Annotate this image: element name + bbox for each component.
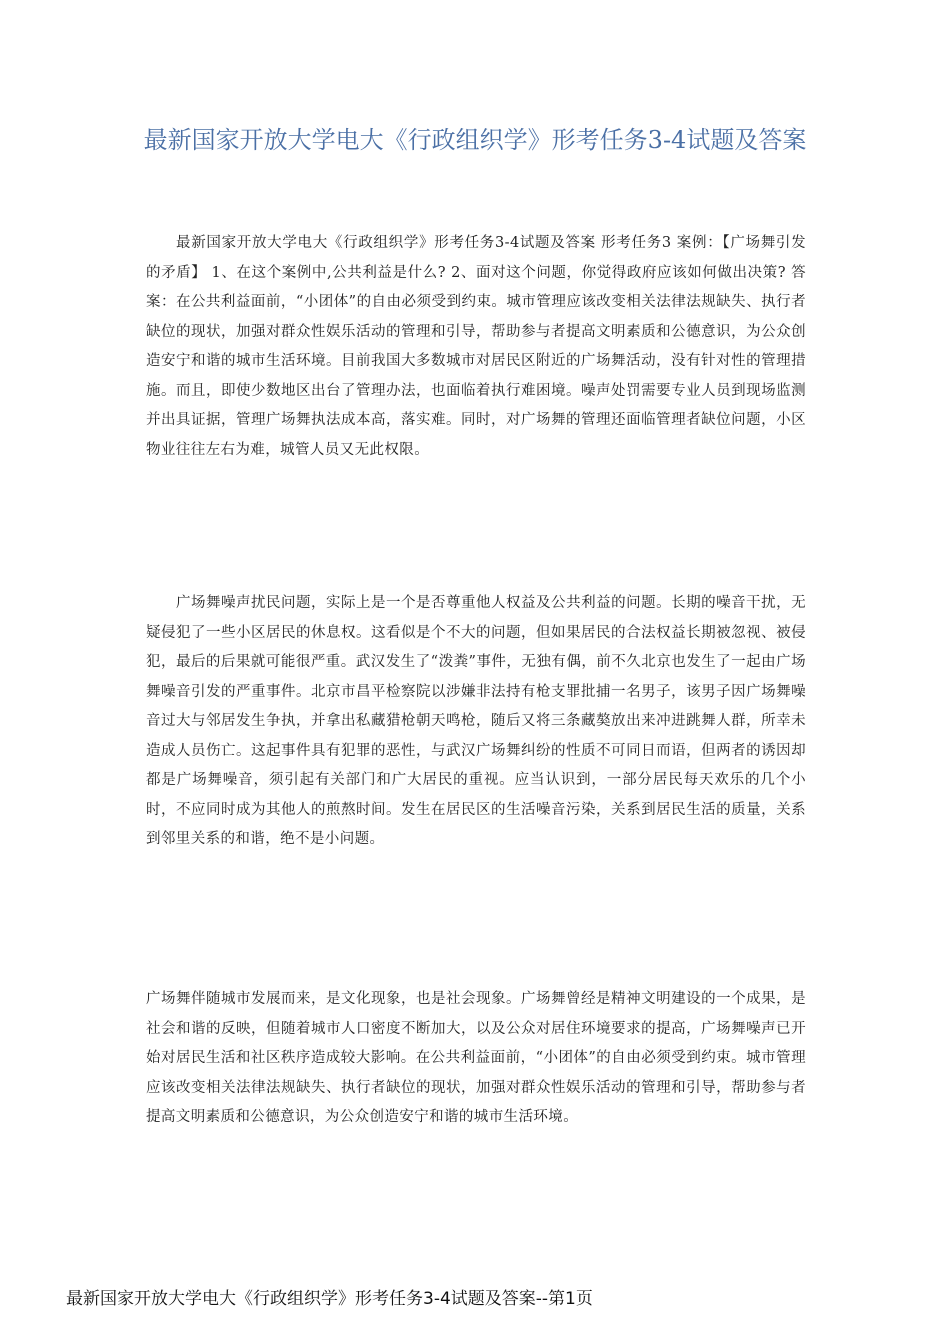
paragraph-case-answer: 最新国家开放大学电大《行政组织学》形考任务3-4试题及答案 形考任务3 案例：【广场舞引发的矛盾】 1、在这个案例中,公共利益是什么? 2、面对这个问题，你觉得政府应该如何做出决策? 答案：在公共利益面前，“小团体”的自由必须受到约束。城市管理应该改变相关法律法规缺失、执行者缺位的现状，加强对群众性娱乐活动的管理和引导，帮助参与者提高文明素质和公德意识，为公众创造安宁和谐的城市生活环境。目前我国大多数城市对居民区附近的广场舞活动，没有针对性的管理措施。而且，即使少数地区出台了管理办法，也面临着执行难困境。噪声处罚需要专业人员到现场监测并出具证据，管理广场舞执法成本高，落实难。同时，对广场舞的管理还面临管理者缺位问题，小区物业往往左右为难，城管人员又无此权限。 [146, 235, 806, 458]
paragraph-noise-analysis: 广场舞噪声扰民问题，实际上是一个是否尊重他人权益及公共利益的问题。长期的噪音干扰，无疑侵犯了一些小区居民的休息权。这看似是个不大的问题，但如果居民的合法权益长期被忽视、被侵犯，最后的后果就可能很严重。武汉发生了“泼粪”事件，无独有偶，前不久北京也发生了一起由广场舞噪音引发的严重事件。北京市昌平检察院以涉嫌非法持有枪支罪批捕一名男子，该男子因广场舞噪音过大与邻居发生争执，并拿出私藏猎枪朝天鸣枪，随后又将三条藏獒放出来冲进跳舞人群，所幸未造成人员伤亡。这起事件具有犯罪的恶性，与武汉广场舞纠纷的性质不可同日而语，但两者的诱因却都是广场舞噪音，须引起有关部门和广大居民的重视。应当认识到，一部分居民每天欢乐的几个小时，不应同时成为其他人的煎熬时间。发生在居民区的生活噪音污染，关系到居民生活的质量，关系到邻里关系的和谐，绝不是小问题。 [146, 595, 806, 847]
paragraph-conclusion: 广场舞伴随城市发展而来，是文化现象，也是社会现象。广场舞曾经是精神文明建设的一个成果，是社会和谐的反映，但随着城市人口密度不断加大，以及公众对居住环境要求的提高，广场舞噪声已开始对居民生活和社区秩序造成较大影响。在公共利益面前，“小团体”的自由必须受到约束。城市管理应该改变相关法律法规缺失、执行者缺位的现状，加强对群众性娱乐活动的管理和引导，帮助参与者提高文明素质和公德意识，为公众创造安宁和谐的城市生活环境。 [146, 991, 806, 1125]
page-footer: 最新国家开放大学电大《行政组织学》形考任务3-4试题及答案--第1页 [66, 1289, 593, 1309]
document-title: 最新国家开放大学电大《行政组织学》形考任务3-4试题及答案 [143, 126, 807, 154]
